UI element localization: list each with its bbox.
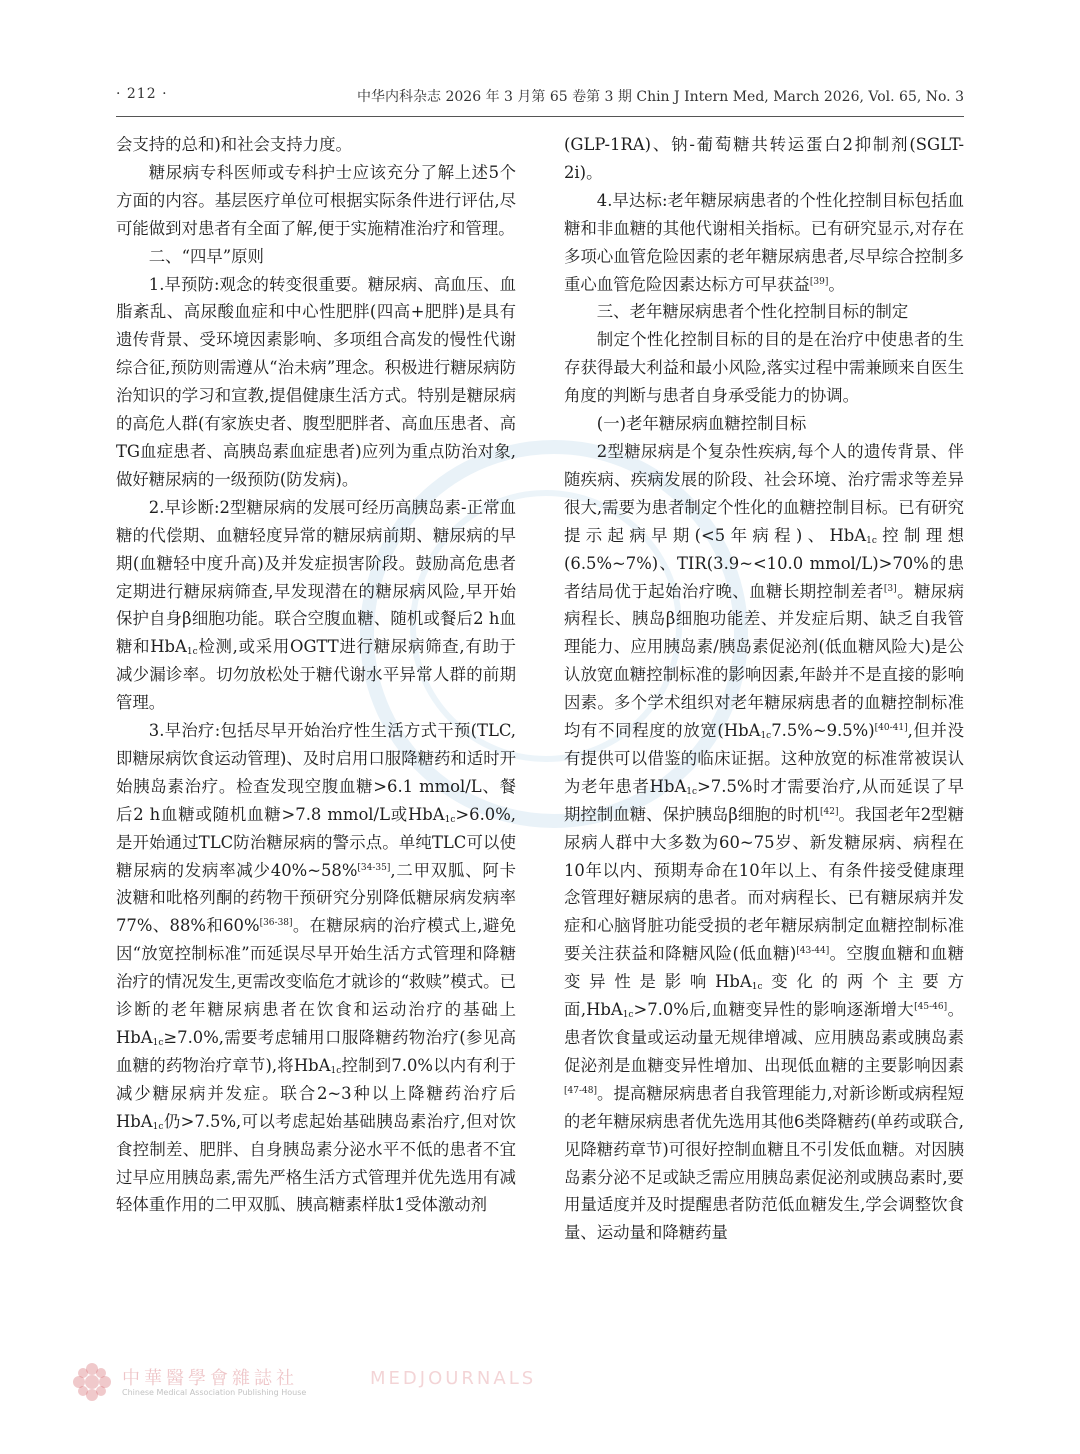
paragraph: (GLP-1RA)、钠-葡萄糖共转运蛋白2抑制剂(SGLT-2i)。 <box>564 135 964 182</box>
text-run: 。 <box>828 274 845 294</box>
subscript: 1c <box>686 786 698 797</box>
paragraph <box>564 438 964 1247</box>
text-run: 变化的两个主要方面,HbA <box>564 972 964 1020</box>
publisher-name: 中華醫學會雜誌社 <box>122 1368 298 1389</box>
text-run: >7.0%后,血糖变异性的影响逐渐增大 <box>633 1000 915 1020</box>
text-run: 控制到7.0%以内有利于减少糖尿病并发症。联合2~3种以上降糖药治疗后HbA <box>116 1055 517 1131</box>
subscript: 1c <box>152 1121 164 1132</box>
paragraph <box>564 187 964 299</box>
subscript: 1c <box>330 1065 342 1076</box>
text-run: ,但并没有提供可以借鉴的临床证据。这种放宽的标准常被误认为老年患者HbA <box>564 721 964 796</box>
header-rule <box>116 116 964 117</box>
section-heading: 三、老年糖尿病患者个性化控制目标的制定 <box>596 302 909 322</box>
citation-ref[interactable]: [47-48] <box>564 1085 597 1096</box>
citation-ref[interactable]: [45-46] <box>914 1002 948 1013</box>
publisher-logo-icon <box>70 1360 114 1404</box>
paragraph: 糖尿病专科医师或专科护士应该充分了解上述5个方面的内容。基层医疗单位可根据实际条件进行评估,尽可能做到对患者有全面了解,便于实施精准治疗和管理。 <box>116 162 516 238</box>
text-run: 。在糖尿病的治疗模式上,避免因“放宽控制标准”而延误尽早开始生活方式管理和降糖治疗的情况发生,更需改变临危才就诊的“救赎”模式。已诊断的老年糖尿病患者在饮食和运动治疗的基础上HbA <box>116 916 516 1047</box>
publisher-footer <box>70 1360 550 1404</box>
subscript: 1c <box>760 731 772 742</box>
paragraph <box>116 494 516 717</box>
text-run: ≥7.0%,需要考虑辅用口服降糖药物治疗(参见高血糖的药物治疗章节),将HbA <box>116 1028 516 1075</box>
citation-ref[interactable]: [43-44] <box>796 946 830 957</box>
subscript: 1c <box>444 814 456 825</box>
text-run: ,二甲双胍、阿卡波糖和吡格列酮的药物干预研究分别降低糖尿病发病率77%、88%和60% <box>116 860 516 936</box>
text-run: 检测,或采用OGTT进行糖尿病筛查,有助于减少漏诊率。切勿放松处于糖代谢水平异常人群的前期管理。 <box>116 637 516 713</box>
text-run: 。空腹血糖和血糖变异性是影响HbA <box>564 944 964 992</box>
text-run: 控制理想(6.5%~7%)、TIR(3.9~<10.0 mmol/L)>70%的患者结局优于起始治疗晚、血糖长期控制差者 <box>564 525 964 601</box>
citation-ref[interactable]: [36-38] <box>259 918 293 929</box>
citation-ref[interactable]: [39] <box>809 276 829 287</box>
left-column <box>116 131 516 1219</box>
text-run: 2.早诊断:2型糖尿病的发展可经历高胰岛素-正常血糖的代偿期、血糖轻度异常的糖尿病前期、糖尿病的早期(血糖轻中度升高)及并发症损害阶段。鼓励高危患者定期进行糖尿病筛查,早发现潜在的糖尿病风险,早开始保护自身β细胞功能。联合空腹血糖、随机或餐后2 h血糖和HbA <box>116 497 516 657</box>
subscript: 1c <box>186 647 198 658</box>
subscript: 1c <box>152 1038 164 1048</box>
publisher-name-en: Chinese Medical Association Publishing House <box>122 1388 307 1397</box>
paragraph: 会支持的总和)和社会支持力度。 <box>116 135 352 154</box>
text-run: 3.早治疗:包括尽早开始治疗性生活方式干预(TLC,即糖尿病饮食运动管理)、及时启用口服降糖药和适时开始胰岛素治疗。检查发现空腹血糖>6.1 mmol/L、餐后2 h血糖或随机血糖>7.8 mmol/L或HbA <box>116 721 516 824</box>
citation-ref[interactable]: [42] <box>820 806 839 817</box>
subscript: 1c <box>751 982 763 993</box>
journal-citation: 中华内科杂志 2026 年 3 月第 65 卷第 3 期 Chin J Intern Med, March 2026, Vol. 65, No. 3 <box>357 89 964 105</box>
right-column <box>564 131 964 1247</box>
citation-ref[interactable]: [34-35] <box>357 862 391 873</box>
paragraph: 制定个性化控制目标的目的是在治疗中使患者的生存获得最大利益和最小风险,落实过程中需兼顾来自医生角度的判断与患者自身承受能力的协调。 <box>564 330 964 406</box>
text-run: >6.0%,是开始通过TLC防治糖尿病的警示点。单纯TLC可以使糖尿病的发病率减少40%~58% <box>116 804 516 880</box>
citation-ref[interactable]: [3] <box>883 583 897 594</box>
brand-mark: MEDJOURNALS <box>370 1368 537 1389</box>
text-run: 。糖尿病病程长、胰岛β细胞功能差、并发症后期、缺乏自我管理能力、应用胰岛素/胰岛素促泌剂(低血糖风险大)是公认放宽血糖控制标准的影响因素,年龄并不是直接的影响因素。多个学术组织对老年糖尿病患者的血糖控制标准均有不同程度的放宽(HbA <box>564 581 965 741</box>
text-run: 2型糖尿病是个复杂性疾病,每个人的遗传背景、伴随疾病、疾病发展的阶段、社会环境、治疗需求等差异很大,需要为患者制定个性化的血糖控制目标。已有研究提示起病早期(<5年病程)、HbA <box>564 441 964 545</box>
subscript: 1c <box>622 1010 634 1021</box>
text-run: 。我国老年2型糖尿病人群中大多数为60~75岁、新发糖尿病、病程在10年以内、预期寿命在10年以上、有条件接受健康理念管理好糖尿病的患者。而对病程长、已有糖尿病并发症和心脑肾脏功能受损的老年糖尿病制定血糖控制标准要关注获益和降糖风险(低血糖) <box>564 804 964 964</box>
paragraph: 1.早预防:观念的转变很重要。糖尿病、高血压、血脂紊乱、高尿酸血症和中心性肥胖(四高+肥胖)是具有遗传背景、受环境因素影响、多项组合高发的慢性代谢综合征,预防则需遵从“治未病”理念。积极进行糖尿病防治知识的学习和宣教,提倡健康生活方式。特别是糖尿病的高危人群(有家族史者、腹型肥胖者、高血压患者、高TG血症患者、高胰岛素血症患者)应列为重点防治对象,做好糖尿病的一级预防(防发病)。 <box>116 274 516 489</box>
subsection-heading: (一)老年糖尿病血糖控制目标 <box>596 414 807 434</box>
running-header <box>116 86 964 110</box>
text-run: 仍>7.5%,可以考虑起始基础胰岛素治疗,但对饮食控制差、肥胖、自身胰岛素分泌水平不低的患者不宜过早应用胰岛素,需先严格生活方式管理并优先选用有减轻体重作用的二甲双胍、胰高糖素样肽1受体激动剂 <box>116 1111 516 1215</box>
paragraph <box>116 717 516 1219</box>
page-number: · 212 · <box>116 86 168 102</box>
citation-ref[interactable]: [40-41] <box>874 723 908 734</box>
text-run: 。患者饮食量或运动量无规律增减、应用胰岛素或胰岛素促泌剂是血糖变异性增加、出现低血糖的主要影响因素 <box>564 1000 964 1075</box>
text-run: 7.5%~9.5%) <box>771 721 875 741</box>
subscript: 1c <box>866 535 877 546</box>
text-run: 。提高糖尿病患者自我管理能力,对新诊断或病程短的老年糖尿病患者优先选用其他6类降糖药(单药或联合,见降糖药章节)可很好控制血糖且不引发低血糖。对因胰岛素分泌不足或缺乏需应用胰岛素促泌剂或胰岛素时,要用量适度并及时提醒患者防范低血糖发生,学会调整饮食量、运动量和降糖药量 <box>564 1083 964 1243</box>
text-run: 4.早达标:老年糖尿病患者的个性化控制目标包括血糖和非血糖的其他代谢相关指标。已有研究显示,对存在多项心血管危险因素的老年糖尿病患者,尽早综合控制多重心血管危险因素达标方可早获益 <box>564 190 964 294</box>
text-run: >7.5%时才需要治疗,从而延误了早期控制血糖、保护胰岛β细胞的时机 <box>564 776 964 824</box>
section-heading: 二、“四早”原则 <box>148 246 264 266</box>
